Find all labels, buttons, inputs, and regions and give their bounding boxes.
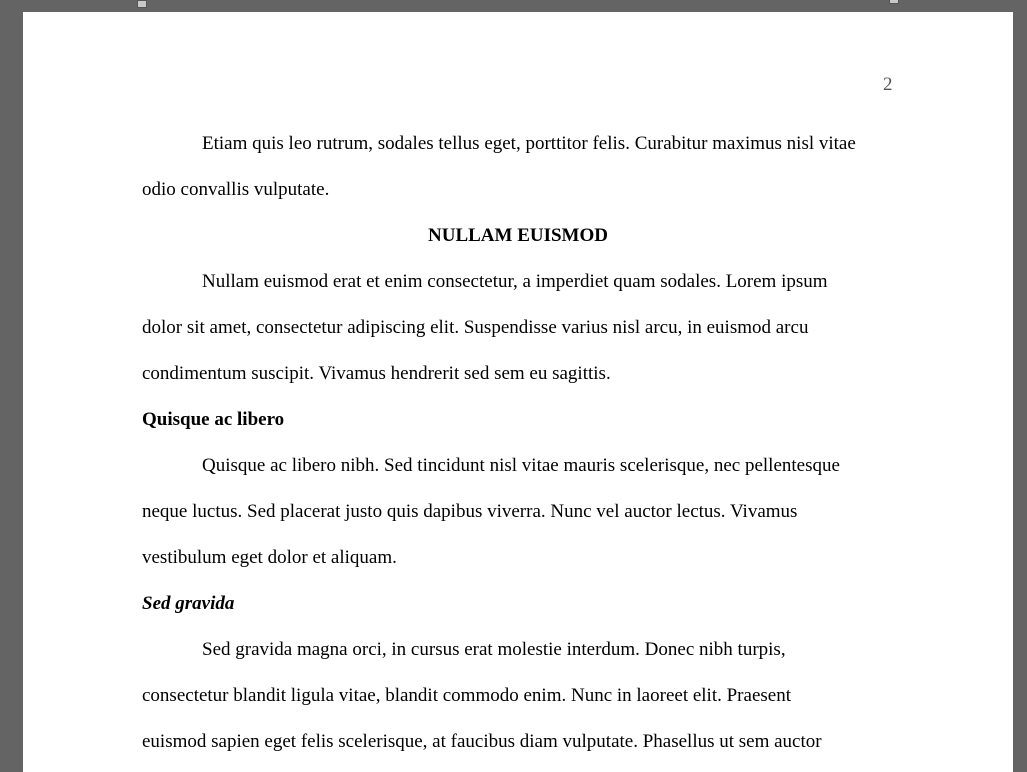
paragraph-line: neque luctus. Sed placerat justo quis dapibus viverra. Nunc vel auctor lectus. Vivamus: [142, 501, 798, 522]
heading-level-3: Sed gravida: [142, 593, 235, 614]
page-number: 2: [883, 74, 893, 95]
paragraph-line: dolor sit amet, consectetur adipiscing elit. Suspendisse varius nisl arcu, in euismod arcu: [142, 317, 809, 338]
heading-level-1: NULLAM EUISMOD: [428, 225, 608, 246]
ruler-margin-marker-right[interactable]: [889, 0, 899, 4]
paragraph-line: vestibulum eget dolor et aliquam.: [142, 547, 397, 568]
paragraph-line: euismod sapien eget felis scelerisque, at faucibus diam vulputate. Phasellus ut sem auctor: [142, 731, 822, 752]
paragraph-line: condimentum suscipit. Vivamus hendrerit sed sem eu sagittis.: [142, 363, 611, 384]
ruler-margin-marker-left[interactable]: [137, 0, 147, 8]
paragraph-line: Quisque ac libero nibh. Sed tincidunt nisl vitae mauris scelerisque, nec pellentesque: [202, 455, 840, 476]
paragraph-line: Sed gravida magna orci, in cursus erat molestie interdum. Donec nibh turpis,: [202, 639, 786, 660]
paragraph-line: odio convallis vulputate.: [142, 179, 330, 200]
paragraph-line: Etiam quis leo rutrum, sodales tellus eget, porttitor felis. Curabitur maximus nisl vitae: [202, 133, 856, 154]
heading-level-2: Quisque ac libero: [142, 409, 285, 430]
paragraph-line: Nullam euismod erat et enim consectetur, a imperdiet quam sodales. Lorem ipsum: [202, 271, 828, 292]
document-page: [23, 12, 1013, 772]
paragraph-line: consectetur blandit ligula vitae, blandit commodo enim. Nunc in laoreet elit. Praesent: [142, 685, 791, 706]
